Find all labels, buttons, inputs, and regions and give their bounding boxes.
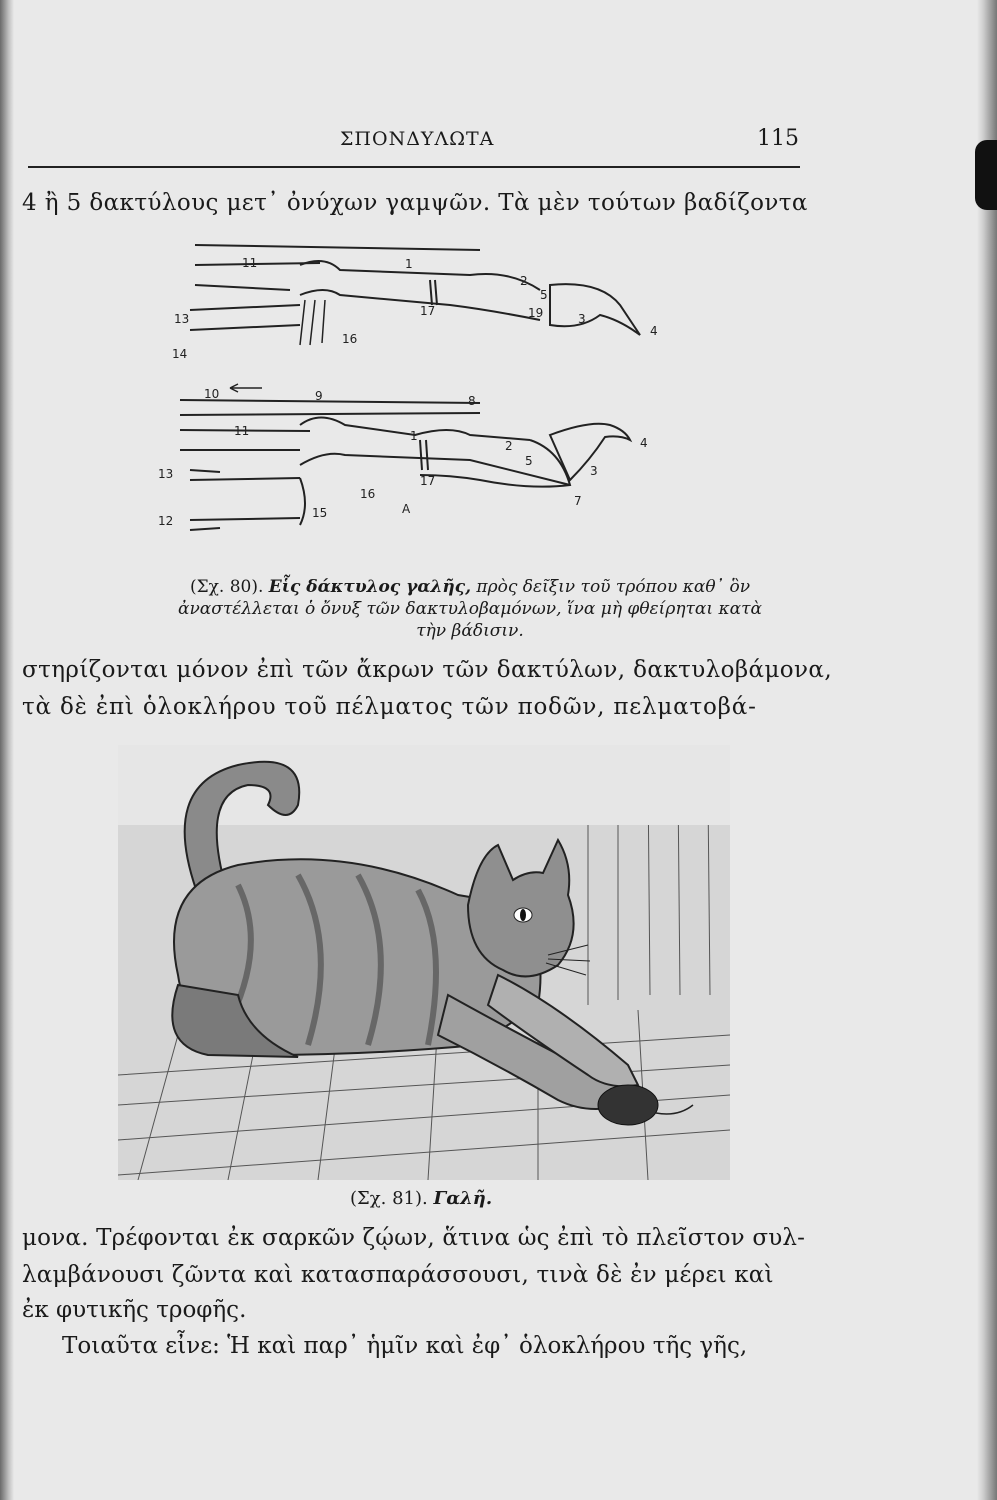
fig80-label-bot-10: 10 xyxy=(204,387,220,401)
running-head: ΣΠΟΝΔΥΛΩΤΑ xyxy=(340,128,495,150)
page-edge-right xyxy=(977,0,997,1500)
fig81-caption-title: Γαλῆ. xyxy=(433,1188,493,1209)
fig80-label-bot-16: 16 xyxy=(360,487,376,501)
text-line-6: ἐκ φυτικῆς τροφῆς. xyxy=(22,1297,247,1323)
fig80-label-bot-9: 9 xyxy=(315,389,323,403)
fig80-label-top-13: 13 xyxy=(174,312,190,326)
text-line-7: Τοιαῦτα εἶνε: Ἡ καὶ παρ᾿ ἡμῖν καὶ ἐφ᾿ ὁλοκλήρου τῆς γῆς, xyxy=(62,1333,748,1359)
fig80-label-bot-15: 15 xyxy=(312,506,328,520)
binding-hole xyxy=(975,140,997,210)
text-line-4: μονα. Τρέφονται ἐκ σαρκῶν ζῴων, ἅτινα ὡς ἐπὶ τὸ πλεῖστον συλ- xyxy=(22,1225,806,1251)
fig80-label-top-11: 11 xyxy=(242,256,258,270)
text-line-1: 4 ἢ 5 δακτύλους μετ᾿ ὀνύχων γαμψῶν. Τὰ μὲν τούτων βαδίζοντα xyxy=(22,190,808,216)
fig80-label-top-5: 5 xyxy=(540,288,548,302)
fig80-caption-title: Εἷς δάκτυλος γαλῆς, xyxy=(268,577,472,597)
fig80-label-top-1: 1 xyxy=(405,257,413,271)
header-rule xyxy=(28,166,800,168)
fig81-caption-label: (Σχ. 81). xyxy=(350,1188,428,1209)
fig80-label-bot-12: 12 xyxy=(158,514,174,528)
figure-80-caption xyxy=(170,576,770,642)
fig80-label-bot-7: 7 xyxy=(574,494,582,508)
fig80-caption-text: πρὸς δεῖξιν τοῦ τρόπου καθ᾿ ὃν ἀναστέλλεται ὁ ὄνυξ τῶν δακτυλοβαμόνων, ἵνα μὴ φθείρηται κατὰ τὴν βάδισιν. xyxy=(177,577,762,641)
fig80-label-top-3: 3 xyxy=(578,312,586,326)
fig80-label-bot-13: 13 xyxy=(158,467,174,481)
fig80-label-top-19: 19 xyxy=(528,306,544,320)
fig80-caption-label: (Σχ. 80). xyxy=(189,577,264,597)
fig80-label-bot-11: 11 xyxy=(234,424,250,438)
fig80-label-bot-17: 17 xyxy=(420,474,436,488)
figure-81-caption xyxy=(350,1188,492,1209)
figure-81-cat-engraving xyxy=(118,745,730,1180)
fig80-label-top-14: 14 xyxy=(172,347,188,361)
fig80-label-bot-1: 1 xyxy=(410,429,418,443)
fig80-label-bot-8: 8 xyxy=(468,394,476,408)
fig80-label-bot-2: 2 xyxy=(505,439,513,453)
fig80-label-top-2: 2 xyxy=(520,274,528,288)
fig80-label-bot-A: A xyxy=(402,502,411,516)
fig80-label-top-4: 4 xyxy=(650,324,658,338)
page-number: 115 xyxy=(757,126,799,151)
fig80-label-bot-3: 3 xyxy=(590,464,598,478)
figure-80-toe-diagram xyxy=(150,235,670,545)
fig80-label-bot-4: 4 xyxy=(640,436,648,450)
fig80-label-top-16: 16 xyxy=(342,332,358,346)
text-line-5: λαμβάνουσι ζῶντα καὶ κατασπαράσσουσι, τινὰ δὲ ἐν μέρει καὶ xyxy=(22,1262,774,1288)
page-edge-left xyxy=(0,0,14,1500)
text-line-2: στηρίζονται μόνον ἐπὶ τῶν ἄκρων τῶν δακτύλων, δακτυλοβάμονα, xyxy=(22,657,833,683)
fig80-label-bot-5: 5 xyxy=(525,454,533,468)
fig80-label-top-17: 17 xyxy=(420,304,436,318)
text-line-3: τὰ δὲ ἐπὶ ὁλοκλήρου τοῦ πέλματος τῶν ποδῶν, πελματοβά- xyxy=(22,694,757,720)
